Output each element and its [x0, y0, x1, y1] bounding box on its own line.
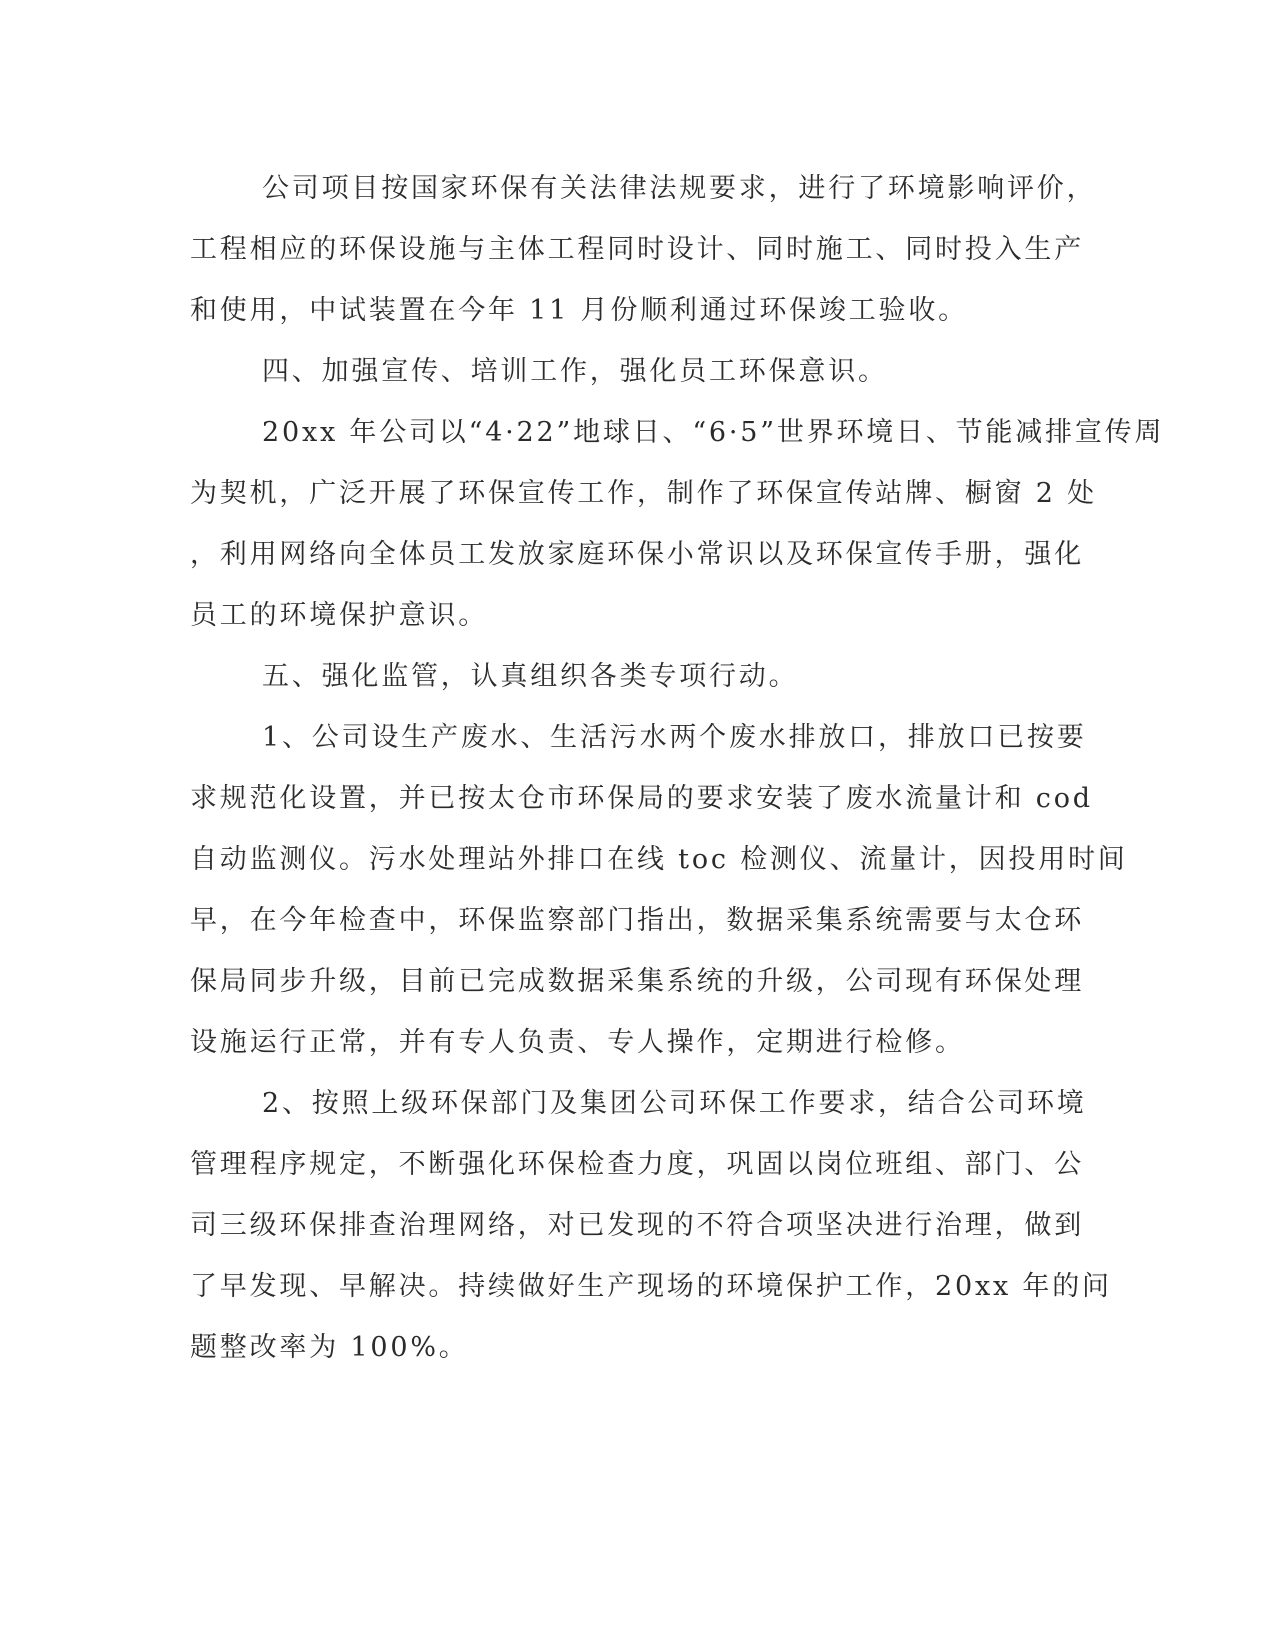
- text-line: 了早发现、早解决。持续做好生产现场的环境保护工作，20xx 年的问: [190, 1271, 1112, 1302]
- text-line: 设施运行正常，并有专人负责、专人操作，定期进行检修。: [190, 1027, 965, 1058]
- section-heading: 四、加强宣传、培训工作，强化员工环保意识。: [262, 356, 888, 387]
- text-line: 1、公司设生产废水、生活污水两个废水排放口，排放口已按要: [262, 722, 1087, 753]
- text-line: 司三级环保排查治理网络，对已发现的不符合项坚决进行治理，做到: [190, 1210, 1084, 1241]
- text-line: 员工的环境保护意识。: [190, 600, 488, 631]
- section-heading: 五、强化监管，认真组织各类专项行动。: [262, 661, 799, 692]
- document-body: [190, 158, 1165, 1378]
- text-line: 为契机，广泛开展了环保宣传工作，制作了环保宣传站牌、橱窗 2 处: [190, 478, 1097, 509]
- text-line: 题整改率为 100%。: [190, 1332, 469, 1363]
- text-line: 和使用，中试装置在今年 11 月份顺利通过环保竣工验收。: [190, 295, 968, 326]
- text-line: 2、按照上级环保部门及集团公司环保工作要求，结合公司环境: [262, 1088, 1087, 1119]
- text-line: 管理程序规定，不断强化环保检查力度，巩固以岗位班组、部门、公: [190, 1149, 1084, 1180]
- text-line: 求规范化设置，并已按太仓市环保局的要求安装了废水流量计和 cod: [190, 783, 1093, 814]
- text-line: 自动监测仪。污水处理站外排口在线 toc 检测仪、流量计，因投用时间: [190, 844, 1128, 875]
- text-line: ，利用网络向全体员工发放家庭环保小常识以及环保宣传手册，强化: [190, 539, 1084, 570]
- text-line: 早，在今年检查中，环保监察部门指出，数据采集系统需要与太仓环: [190, 905, 1084, 936]
- text-line: 20xx 年公司以“4·22”地球日、“6·5”世界环境日、节能减排宣传周: [262, 417, 1165, 448]
- text-line: 工程相应的环保设施与主体工程同时设计、同时施工、同时投入生产: [190, 234, 1084, 265]
- text-line: 公司项目按国家环保有关法律法规要求，进行了环境影响评价，: [262, 173, 1097, 204]
- text-line: 保局同步升级，目前已完成数据采集系统的升级，公司现有环保处理: [190, 966, 1084, 997]
